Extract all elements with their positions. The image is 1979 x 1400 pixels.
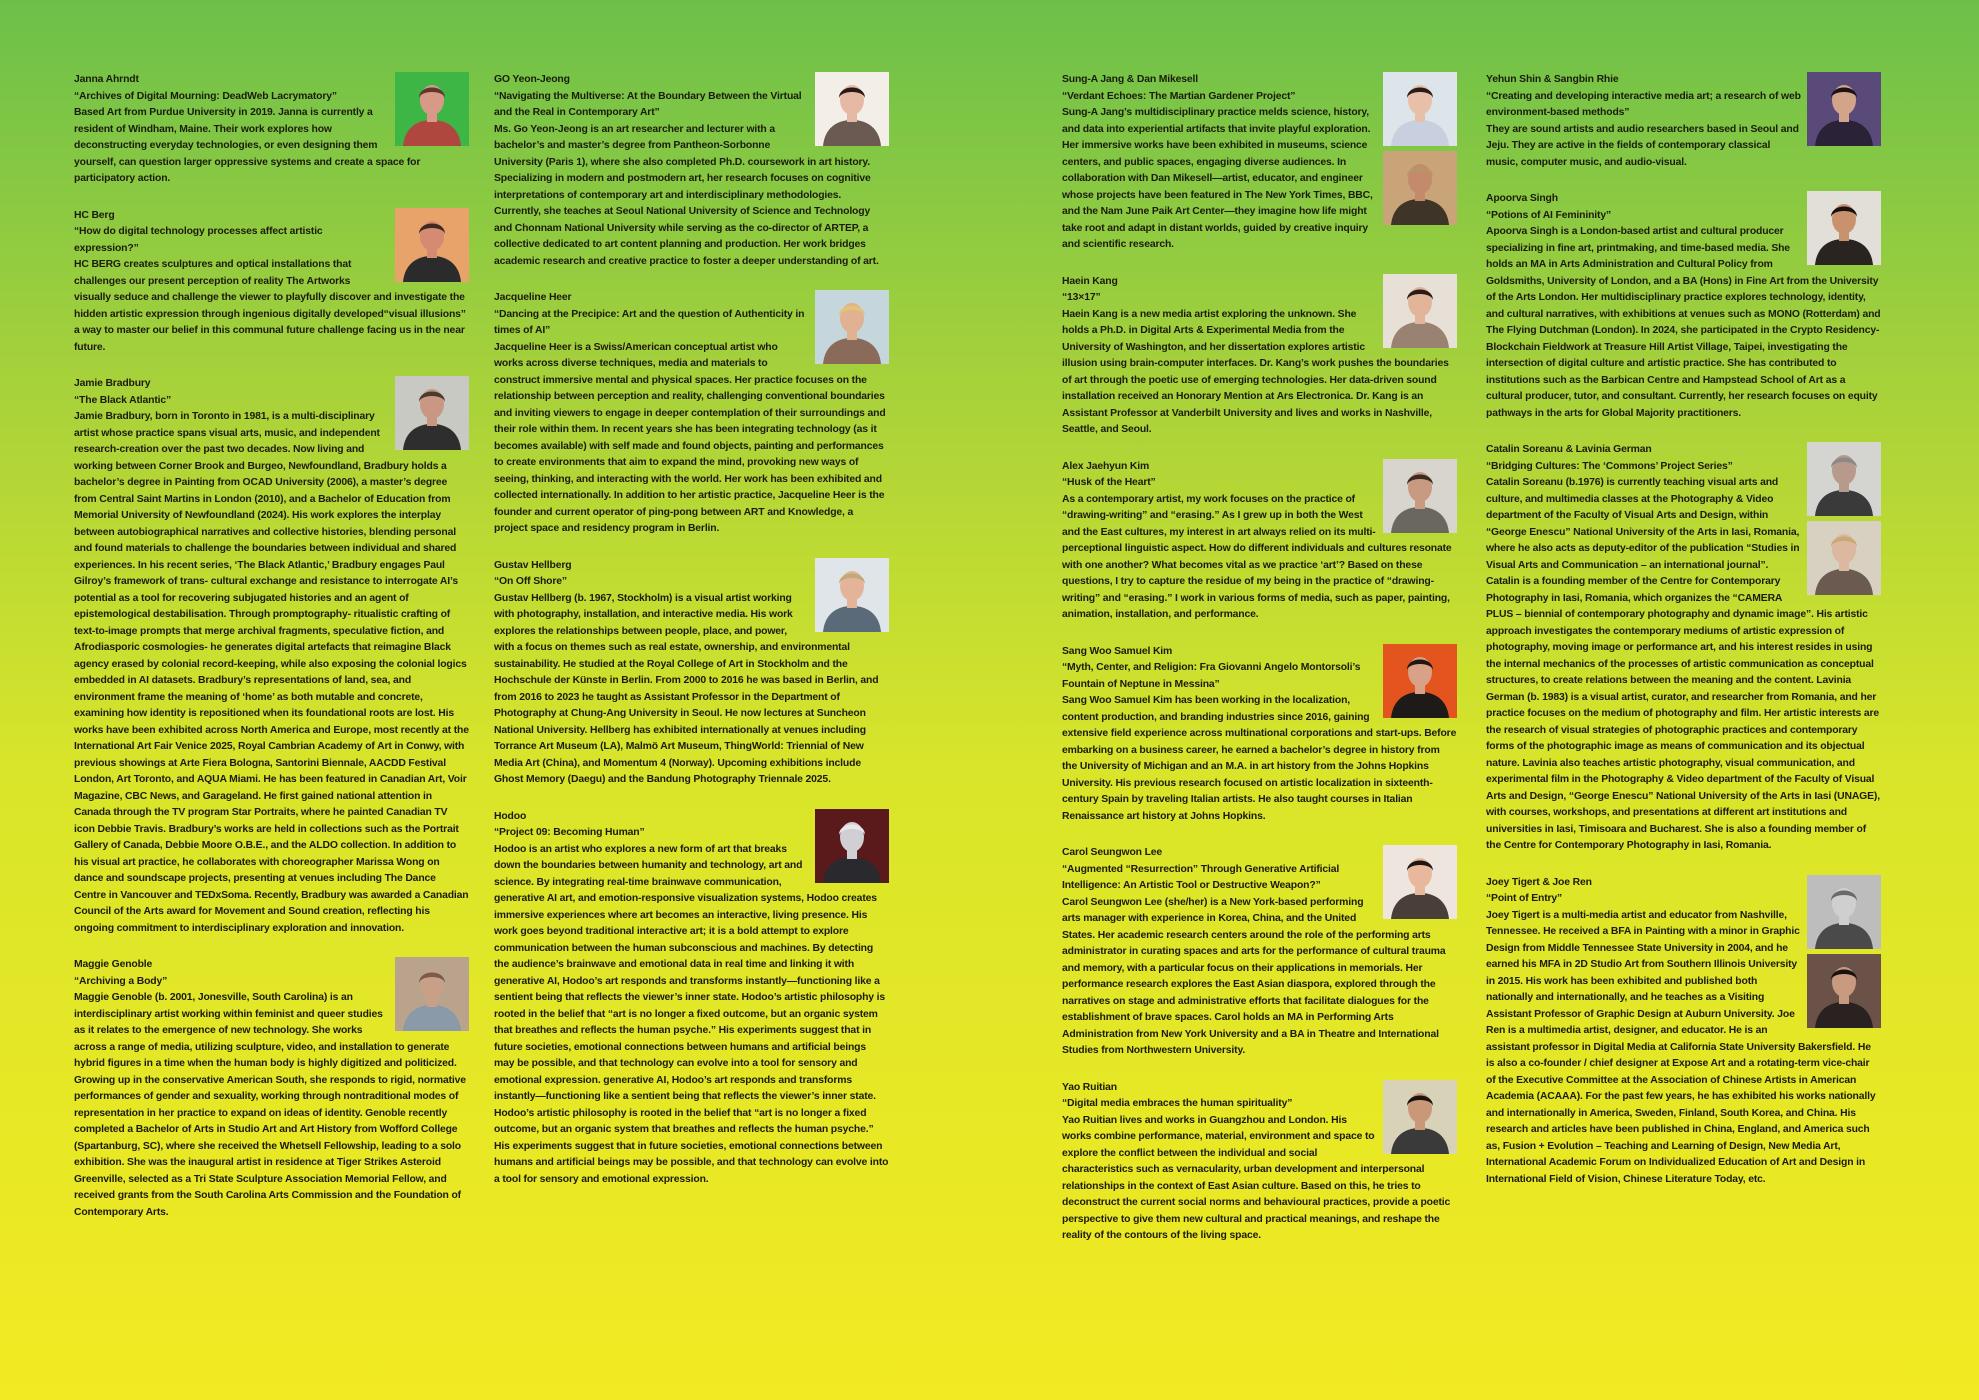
artist-name: Joey Tigert & Joe Ren [1486, 876, 1592, 888]
artist-name: Hodoo [494, 810, 527, 822]
artwork-title: “Potions of AI Femininity” [1486, 209, 1612, 221]
artist-entry [74, 72, 469, 188]
artist-photos [395, 208, 469, 287]
artist-bio: Maggie Genoble (b. 2001, Jonesville, South Carolina) is an interdisciplinary artist working within feminist and queer studies as it relates to the emergence of new technology. She works across a range of media, utilizing sculpture, video, and installation to generate hybrid figures in a time when the human body is highly digitized and politicized. Growing up in the conservative American South, she responds to rigid, normative performances of gender and sexuality, working through nontraditional modes of representation in her practice to expand on ideas of identity. Genoble recently completed a Bachelor of Arts in Studio Art and Art History from Wofford College (Spartanburg, SC), where she received the Whetsell Fellowship, leading to a solo exhibition. She was the inaugural artist in residence at Tiger Strikes Asteroid Greenville, selected as a Tri State Sculpture Association Memorial Fellow, and received grants from the South Carolina Arts Commission and the Foundation of Contemporary Arts. [74, 992, 466, 1218]
artist-photos [1807, 72, 1881, 151]
artwork-title: “Husk of the Heart” [1062, 477, 1156, 488]
artist-portrait-photo [815, 290, 889, 364]
column-3 [1062, 72, 1457, 1265]
artist-bio: Sang Woo Samuel Kim has been working in the localization, content production, and branding industries since 2016, gaining extensive field experience across multinational corporations and start-ups. Before embarking on a business career, he earned a bachelor’s degree in history from the University of Michigan and an M.A. in art history from the Johns Hopkins University. His previous research focused on artistic localization in sixteenth-century Spain by traveling Italian artists. He also taught courses in Italian Renaissance art history at Johns Hopkins. [1062, 695, 1457, 822]
artist-photos [1383, 274, 1457, 353]
artist-portrait-photo [815, 72, 889, 146]
artist-portrait-photo [1807, 875, 1881, 949]
artist-portrait-photo [395, 957, 469, 1031]
artist-photos [1807, 875, 1881, 1033]
artist-name: Haein Kang [1062, 275, 1118, 287]
artist-name: Gustav Hellberg [494, 559, 572, 571]
artist-entry [1062, 459, 1457, 624]
artist-name: Apoorva Singh [1486, 193, 1558, 204]
column-2 [494, 72, 889, 1208]
artist-bio: Jamie Bradbury, born in Toronto in 1981, is a multi-disciplinary artist whose practice spans visual arts, music, and independent research-creation over the past two decades. Now living and working between Corner Brook and Burgeo, Newfoundland, Bradbury holds a bachelor’s degree in Painting from OCAD University (2006), a master’s degree from Central Saint Martins in London (2010), and a Bachelor of Education from Memorial University of Newfoundland (2024). His work explores the interplay between autobiographical narratives and collective histories, blending personal and found materials to challenge the boundaries between individual and shared experiences. In his recent series, ‘The Black Atlantic,’ Bradbury engages Paul Gilroy’s framework of trans- cultural exchange and resistance to interrogate AI’s potential as a tool for recovering subjugated histories and an agent of epistemological destabilisation. Through promptography- ritualistic crafting of text-to-image prompts that merge archival fragments, speculative fiction, and Afrodiasporic cosmologies- he generates digital artefacts that reimagine Black agency erased by colonial record-keeping, while also exposing the colonial logics embedded in AI datasets. Bradbury’s representations of land, sea, and environment frame the meaning of ‘home’ as both mutable and concrete, examining how identity is repositioned when its foundational roots are lost. His works have been exhibited across North America and Europe, most recently at the International Art Fair Venice 2025, Royal Cambrian Academy of Art in Conwy, with previous showings at Arte Fiera Bologna, Santorini Biennale, AACDD Festival London, Art Toronto, and AQUA Miami. He has been featured in Canadian Art, Voir Magazine, CBC News, and Garageland. He first gained national attention in Canada through the TV program Star Portraits, where he painted Canadian TV icon Debbie Travis. Bradbury’s works are held in collections such as the Portrait Gallery of Canada, Debbie Moore O.B.E., and the ALDO collection. In addition to his visual art practice, he collaborates with choreographer Marissa Wong on dance and soundscape projects, presenting at venues including The Dance Centre in Vancouver and TEDxSoma. Recently, Bradbury was awarded a Canadian Council of the Arts award for Movement and Sound creation, reflecting his ongoing commitment to interdisciplinary exploration and innovation. [74, 411, 469, 934]
artwork-title: “Bridging Cultures: The ‘Commons’ Project Series” [1486, 460, 1733, 472]
artist-photos [815, 72, 889, 151]
artist-portrait-photo [815, 809, 889, 883]
column-4 [1486, 72, 1881, 1208]
artist-entry [494, 290, 889, 538]
artwork-title: “13×17” [1062, 292, 1101, 303]
artist-bio: Gustav Hellberg (b. 1967, Stockholm) is a visual artist working with photography, installation, and interactive media. His work explores the relationships between people, place, and power, with a focus on themes such as real estate, ownership, and environmental sustainability. He studied at the Royal College of Art in Stockholm and the Hochschule der Künste in Berlin. From 2000 to 2016 he was based in Berlin, and from 2016 to 2023 he taught as Assistant Professor in the Department of Photography at Chung-Ang University in Seoul. He now lectures at Suncheon National University. Hellberg has exhibited internationally at venues including Torrance Art Museum (LA), Malmö Art Museum, ThingWorld: Triennial of New Media Art (China), and Momentum 4 (Norway). Upcoming exhibitions include Ghost Memory (Daegu) and the Bandung Photography Triennale 2025. [494, 592, 879, 785]
artist-entry [494, 558, 889, 789]
artwork-title: “On Off Shore” [494, 576, 567, 587]
artist-entry [74, 957, 469, 1221]
artist-entry [1062, 1080, 1457, 1245]
artist-portrait-photo [395, 72, 469, 146]
artwork-title: “Creating and developing interactive media art; a research of web environment-based methods” [1486, 90, 1801, 118]
artist-bio: They are sound artists and audio researchers based in Seoul and Jeju. They are active in the fields of contemporary classical music, computer music, and audio-visual. [1486, 123, 1799, 168]
artwork-title: “Myth, Center, and Religion: Fra Giovanni Angelo Montorsoli’s Fountain of Neptune in Messina” [1062, 662, 1361, 690]
artist-name: Catalin Soreanu & Lavinia German [1486, 444, 1652, 455]
artwork-title: “How do digital technology processes affect artistic expression?” [74, 226, 323, 254]
artist-portrait-photo [395, 208, 469, 282]
artist-photos [395, 376, 469, 455]
artist-photos [815, 558, 889, 637]
artist-bio: Jacqueline Heer is a Swiss/American conceptual artist who works across diverse techniques, media and materials to construct immersive mental and physical spaces. Her practice focuses on the relationship between perception and reality, challenging conventional boundaries and inviting viewers to engage in deeper contemplation of their surroundings and their role within them. In recent years she has been integrating technology (as it becomes available) with self made and found objects, painting and performances to create environments that aim to expand the mind, provoking new ways of seeing, thinking, and interacting with the world. Her work has been exhibited and collected internationally. In addition to her artistic practice, Jacqueline Heer is the founder and current operator of ping-pong between ART and Knowledge, a project space and residency program in Berlin. [494, 341, 886, 534]
artist-photos [1383, 644, 1457, 723]
artist-entry [1486, 191, 1881, 422]
artist-entry [1062, 644, 1457, 826]
artwork-title: “Project 09: Becoming Human” [494, 827, 645, 838]
artist-entry [1486, 72, 1881, 171]
artist-bio: Catalin Soreanu (b.1976) is currently teaching visual arts and culture, and multimedia classes at the Photography & Video department of the Faculty of Visual Arts and Design, within “George Enescu” National University of the Arts in Iasi, Romania, where he also acts as deputy-editor of the publication “Studies in Visual Arts and Communication – an international journal”. Catalin is a founding member of the Centre for Contemporary Photography in Iasi, Romania, which organizes the “CAMERA PLUS – biennial of contemporary photography and dynamic image”. His artistic approach investigates the contemporary mediums of artistic expression of photography, moving image or performance art, and his interest resides in using the internal mechanics of the processes of artistic communication as conceptual structures, to create relations between the meaning and the content. Lavinia German (b. 1983) is a visual artist, curator, and researcher from Romania, and her practice focuses on the medium of photography and film. Her artistic interests are the research of visual strategies of photographic practices and contemporary forms of the photographic image as means of communication and its objectual nature. Lavinia also teaches artistic photography, visual communication, and experimental film in the Photography & Video department of the Faculty of Visual Arts and Design, “George Enescu” National University of the Arts in Iasi (UNAGE), with courses, workshops, and presentations at different art institutions and universities in Iasi, Timisoara and Bucharest. She is also a founding member of the Centre for Contemporary Photography in Iasi, Romania. [1486, 477, 1880, 851]
artwork-title: “Digital media embraces the human spirituality” [1062, 1098, 1293, 1109]
artist-entry [74, 208, 469, 357]
artwork-title: “Navigating the Multiverse: At the Boundary Between the Virtual and the Real in Contemporary Art” [494, 90, 802, 118]
artist-name: Jamie Bradbury [74, 378, 151, 389]
artist-portrait-photo [1383, 1080, 1457, 1154]
artwork-title: “Archives of Digital Mourning: DeadWeb Lacrymatory” [74, 90, 337, 102]
artist-entry [1486, 442, 1881, 855]
artist-bio: Carol Seungwon Lee (she/her) is a New York-based performing arts manager with experience in Korea, China, and the United States. Her academic research centers around the role of the performing arts administrator in curating spaces and arts for the performance of cultural trauma and memory, with a particular focus on their applications in memorials. Her performance research explores the East Asian diaspora, explored through the narratives on stage and administrative efforts that facilitate dialogues for the establishment of brave spaces. Carol holds an MA in Performing Arts Administration from New York University and a BA in Theatre and International Studies from Northwestern University. [1062, 896, 1446, 1056]
artist-bio: Ms. Go Yeon-Jeong is an art researcher and lecturer with a bachelor’s and master’s degree from Pantheon-Sorbonne University (Paris 1), where she also completed Ph.D. coursework in art history. Specializing in modern and postmodern art, her research focuses on cognitive interpretations of contemporary art and interdisciplinary methodologies. Currently, she teaches at Seoul National University of Science and Technology and Chonnam National University while serving as the co-director of ARTEP, a collective dedicated to art content planning and production. Her work bridges academic research and creative practice to foster a deeper understanding of art. [494, 123, 879, 267]
artwork-title: “Verdant Echoes: The Martian Gardener Project” [1062, 90, 1296, 102]
artist-entry [74, 376, 469, 937]
artist-entry [1062, 72, 1457, 254]
artist-entry [1486, 875, 1881, 1189]
artist-bio: As a contemporary artist, my work focuses on the practice of “drawing-writing” and “erasing.” As I grew up in both the West and the East cultures, my interest in art always relied on its multi-perceptional linguistic aspect. How do different individuals and cultures resonate with one another? What becomes vital as we practice ‘art’? Based on these questions, I try to capture the residue of my being in the practice of “drawing-writing” and “erasing.” I work in various forms of media, such as paper, painting, animation, installation, and performance. [1062, 493, 1452, 620]
artist-photos [815, 290, 889, 369]
artist-portrait-photo [1807, 72, 1881, 146]
artist-bio: Joey Tigert is a multi-media artist and educator from Nashville, Tennessee. He received a BFA in Painting with a minor in Graphic Design from Middle Tennessee State University in 2004, and he earned his MFA in 2D Studio Art from Southern Illinois University in 2015. His work has been exhibited and published both nationally and internationally, and he teaches as a Visiting Assistant Professor of Graphic Design at Auburn University. Joe Ren is a multimedia artist, designer, and educator. He is an assistant professor in Digital Media at California State University Bakersfield. He is also a co-founder / chief designer at Expose Art and a rotating-term vice-chair of the Executive Committee at the Association of Chinese Artists in American Academia (ACAAA). For the past few years, he has exhibited his works nationally and internationally in America, Sweden, Finland, South Korea, and China. His research and articles have been published in China, England, and America such as, Fusion + Evolution – Teaching and Learning of Design, New Media Art, International Academic Forum on Individualized Education of Art and Design in International Field of Vision, Chinese Literature Today, etc. [1486, 909, 1876, 1185]
artist-portrait-photo [1383, 459, 1457, 533]
artist-entry [494, 72, 889, 270]
artist-entry [494, 809, 889, 1189]
artist-portrait-photo [1807, 191, 1881, 265]
artist-bio: Based Art from Purdue University in 2019. Janna is currently a resident of Windham, Maine. Their work explores how deconstructing everyday technologies, or even designing them yourself, can question larger oppressive systems and create a space for participatory action. [74, 107, 421, 184]
artwork-title: “Dancing at the Precipice: Art and the question of Authenticity in times of AI” [494, 308, 805, 336]
artist-portrait-photo [1807, 442, 1881, 516]
artist-name: Yao Ruitian [1062, 1081, 1117, 1093]
artist-bio: Haein Kang is a new media artist exploring the unknown. She holds a Ph.D. in Digital Arts & Experimental Media from the University of Washington, and her dissertation explores artistic illusion using brain-computer interfaces. Dr. Kang’s work pushes the boundaries of art through the poetic use of emerging technologies. Her data-driven sound installation received an Honorary Mention at Ars Electronica. Dr. Kang is an Assistant Professor at Vanderbilt University and lives and works in Nashville, Seattle, and Seoul. [1062, 308, 1449, 435]
artist-name: Sung-A Jang & Dan Mikesell [1062, 74, 1199, 85]
artist-bio: Apoorva Singh is a London-based artist and cultural producer specializing in fine art, printmaking, and time-based media. She holds an MA in Arts Administration and Cultural Policy from Goldsmiths, University of London, and a BA (Hons) in Fine Art from the University of the Arts London. Her multidisciplinary practice explores technology, identity, and cultural narratives, with exhibitions at venues such as MONO (Rotterdam) and The Flying Dutchman (London). In 2024, she participated in the Crypto Residency-Blockchain Fieldwork at Treasure Hill Artist Village, Taipei, investigating the intersection of digital culture and artistic practice. She has contributed to institutions such as the Barbican Centre and Hampstead School of Art as a cultural producer, tutor, and consultant. Currently, her research focuses on equity pathways in the arts for Global Majority practitioners. [1486, 226, 1881, 419]
artist-name: Janna Ahrndt [74, 74, 139, 85]
artist-name: Maggie Genoble [74, 959, 153, 970]
artist-name: Sang Woo Samuel Kim [1062, 645, 1173, 657]
artist-photos [1383, 845, 1457, 924]
artwork-title: “The Black Atlantic” [74, 394, 172, 406]
artist-name: Yehun Shin & Sangbin Rhie [1486, 74, 1619, 85]
artwork-title: “Archiving a Body” [74, 975, 168, 987]
artist-portrait-photo [1807, 954, 1881, 1028]
artist-portrait-photo [1383, 644, 1457, 718]
artist-name: GO Yeon-Jeong [494, 74, 570, 85]
artist-photos [1383, 459, 1457, 538]
artist-portrait-photo [815, 558, 889, 632]
artist-name: HC Berg [74, 209, 115, 221]
artist-bio: HC BERG creates sculptures and optical installations that challenges our present perception of reality The Artworks visually seduce and challenge the viewer to playfully discover and investigate the hidden artistic expression through ingenious digitally developed“visual illusions” a way to master our belief in this communal future challenge facing us in the near future. [74, 259, 466, 353]
artist-photos [395, 957, 469, 1036]
artist-portrait-photo [1383, 274, 1457, 348]
artist-bio: Yao Ruitian lives and works in Guangzhou and London. His works combine performance, material, environment and space to explore the conflict between the individual and social characteristics such as vernacularity, urban development and interpersonal relationships in the context of East Asian culture. Based on this, he tries to deconstruct the current social norms and behavioural practices, provide a poetic perspective to give them new cultural and practical meanings, and reshape the reality of the contours of the living space. [1062, 1114, 1451, 1241]
artist-portrait-photo [1383, 151, 1457, 225]
artist-photos [815, 809, 889, 888]
artist-portrait-photo [395, 376, 469, 450]
artist-entry [1062, 274, 1457, 439]
artist-bio: Sung-A Jang’s multidisciplinary practice melds science, history, and data into experiential artifacts that invite playful exploration. Her immersive works have been exhibited in museums, science centers, and public spaces, engaging diverse audiences. In collaboration with Dan Mikesell—artist, educator, and engineer whose projects have been featured in The New York Times, BBC, and the Nam June Paik Art Center—they imagine how life might take root and adapt in distant worlds, guided by creative inquiry and scientific research. [1062, 107, 1373, 250]
artwork-title: “Augmented “Resurrection” Through Generative Artificial Intelligence: An Artistic Tool or Destructive Weapon?” [1062, 863, 1340, 891]
artist-photos [1383, 72, 1457, 230]
artist-photos [1383, 1080, 1457, 1159]
artist-name: Alex Jaehyun Kim [1062, 460, 1150, 472]
column-1 [74, 72, 469, 1241]
artist-entry [1062, 845, 1457, 1060]
artist-name: Jacqueline Heer [494, 292, 572, 303]
artwork-title: “Point of Entry” [1486, 893, 1563, 904]
artist-bio: Hodoo is an artist who explores a new form of art that breaks down the boundaries between humanity and technology, art and science. By integrating real-time brainwave communication, generative AI art, and emotion-responsive visualization systems, Hodoo creates immersive experiences where art becomes an interactive, living presence. His work goes beyond traditional interactive art; it is a bold attempt to explore communication between the human subconscious and machines. By detecting the audience’s brainwave and emotional data in real time and linking it with generative AI, Hodoo’s art responds and transforms instantly—functioning like a sentient being that reflects the viewer’s inner state. Hodoo’s artistic philosophy is rooted in the belief that “art is no longer a fixed outcome, but an organic system that breathes and reflects the human psyche.” His experiments suggest that in future societies, emotional connections between humans and artificial beings may be possible, and that technology can evolve into a tool for sensory and emotional expression. generative AI, Hodoo’s art responds and transforms instantly—functioning like a sentient being that reflects the viewer’s inner state. Hodoo’s artistic philosophy is rooted in the belief that “art is no longer a fixed outcome, but an organic system that breathes and reflects the human psyche.” His experiments suggest that in future societies, emotional connections between humans and artificial beings may be possible, and that technology can evolve into a tool for sensory and emotional expression. [494, 843, 889, 1185]
artist-portrait-photo [1383, 845, 1457, 919]
artist-photos [395, 72, 469, 151]
artist-photos [1807, 442, 1881, 600]
artist-portrait-photo [1383, 72, 1457, 146]
artist-photos [1807, 191, 1881, 270]
artist-portrait-photo [1807, 521, 1881, 595]
artist-name: Carol Seungwon Lee [1062, 847, 1163, 858]
